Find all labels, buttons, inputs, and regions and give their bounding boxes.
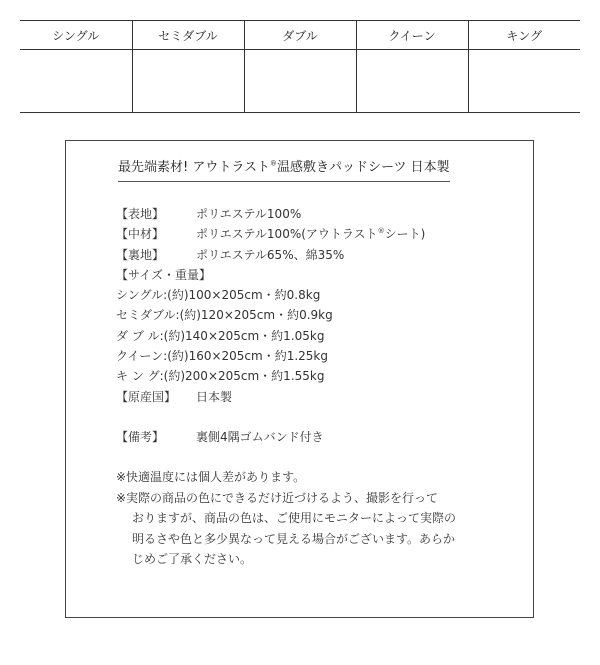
spec-row-surface	[116, 204, 536, 224]
size-weight-single: シングル:(約)100×205cm・約0.8kg	[116, 288, 321, 303]
size-cell-king	[468, 50, 580, 113]
size-table-image-row	[20, 50, 580, 113]
size-header-queen: クイーン	[356, 21, 468, 50]
spec-label-middle: 【中材】	[116, 227, 165, 242]
registered-mark: ®	[377, 227, 385, 236]
size-cell-single	[20, 50, 132, 113]
size-cell-double	[244, 50, 356, 113]
note-color-1: ※実際の商品の色にできるだけ近づけるよう、撮影を行って	[116, 490, 439, 505]
spec-value-middle-rest: シート)	[384, 227, 426, 242]
spacer	[116, 447, 536, 467]
spec-title-rest: 温感敷きパッドシーツ 日本製	[276, 160, 450, 175]
spec-value-middle: ポリエステル100%(アウトラスト	[196, 227, 378, 242]
spec-label-size-weight: 【サイズ・重量】	[116, 267, 212, 282]
note-color-3: 明るさや色と多少異なって見える場合がございます。あらか	[132, 531, 456, 546]
spec-value-remarks: 裏側4隅ゴムバンド付き	[196, 429, 324, 444]
spec-label-origin: 【原産国】	[116, 389, 177, 404]
size-table-header-row	[20, 21, 580, 50]
size-weight-queen: クイーン:(約)160×205cm・約1.25kg	[116, 349, 329, 364]
size-table	[20, 20, 580, 113]
size-cell-queen	[356, 50, 468, 113]
spec-title	[118, 156, 450, 182]
spec-label-remarks: 【備考】	[116, 429, 165, 444]
size-header-semi-double: セミダブル	[132, 21, 244, 50]
spec-box	[65, 140, 534, 618]
size-header-single: シングル	[20, 21, 132, 50]
spec-row-middle	[116, 224, 536, 244]
spec-value-surface: ポリエステル100%	[196, 207, 302, 221]
spec-label-surface: 【表地】	[116, 207, 165, 221]
spec-list	[116, 204, 536, 570]
size-cell-semi-double	[132, 50, 244, 113]
size-header-king: キング	[468, 21, 580, 50]
size-header-double: ダブル	[244, 21, 356, 50]
size-weight-semi-double: セミダブル:(約)120×205cm・約0.9kg	[116, 308, 333, 323]
note-comfort: ※快適温度には個人差があります。	[116, 470, 306, 485]
size-weight-double: ダ ブ ル:(約)140×205cm・約1.05kg	[116, 328, 325, 343]
spec-row-back	[116, 245, 536, 265]
spacer	[116, 407, 536, 427]
registered-mark: ®	[269, 159, 277, 168]
spec-label-back: 【裏地】	[116, 247, 165, 262]
spec-value-back: ポリエステル65%、綿35%	[196, 247, 345, 262]
spec-title-main: 最先端素材! アウトラスト	[118, 160, 270, 175]
size-weight-king: キ ン グ:(約)200×205cm・約1.55kg	[116, 369, 325, 384]
note-color-2: おりますが、商品の色は、ご使用にモニターによって実際の	[132, 511, 457, 526]
spec-row-origin	[116, 387, 536, 407]
note-color-4: じめご了承ください。	[132, 552, 253, 567]
spec-value-origin: 日本製	[196, 389, 233, 404]
spec-row-remarks	[116, 427, 536, 447]
